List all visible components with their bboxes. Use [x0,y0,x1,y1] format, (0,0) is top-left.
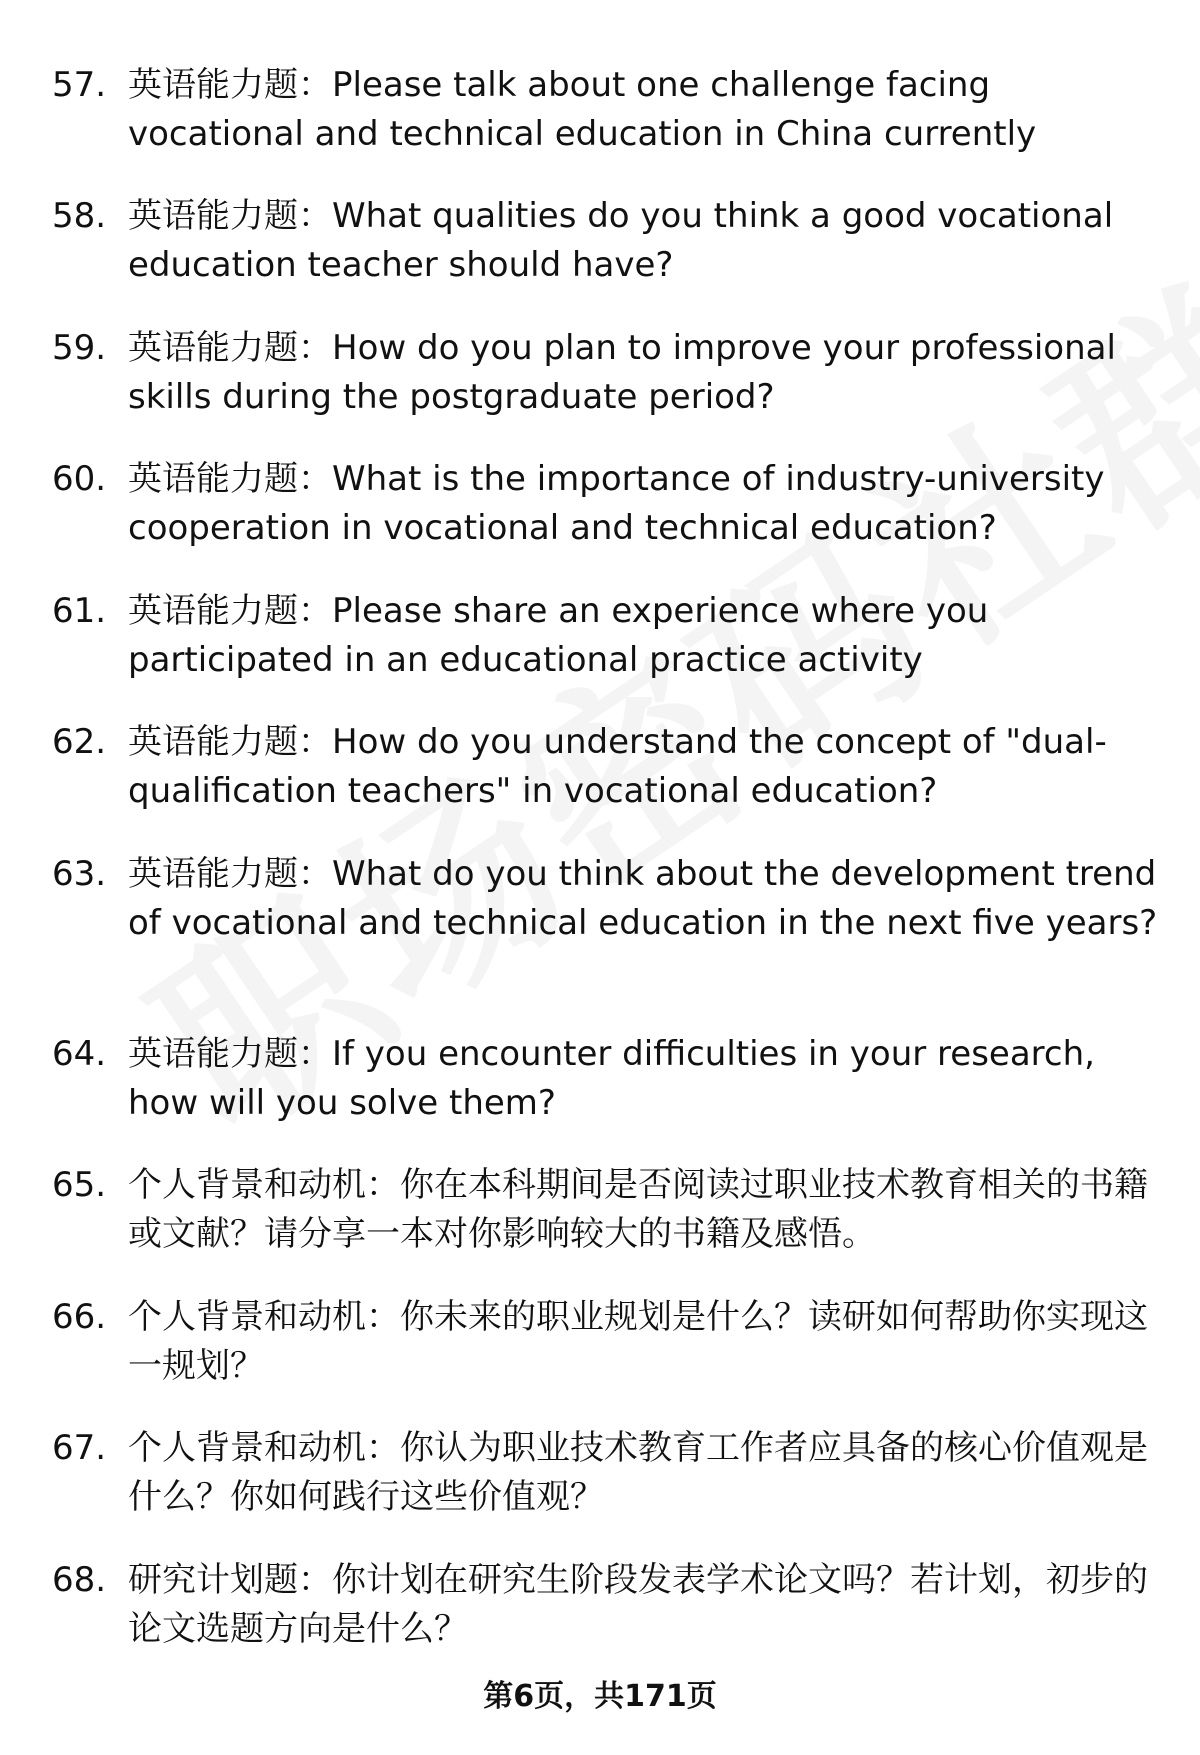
question-number: 58. [52,196,107,236]
question-number: 67. [52,1428,107,1468]
question-number: 68. [52,1560,107,1600]
question-text: 英语能力题：What qualities do you think a good vocational education teacher should have? [128,196,1114,285]
question-number: 60. [52,459,107,499]
question-number: 61. [52,591,107,631]
question-text: 研究计划题：你计划在研究生阶段发表学术论文吗？若计划，初步的论文选题方向是什么？ [128,1560,1148,1649]
question-text: 英语能力题：Please talk about one challenge facing vocational and technical education in China currently [128,65,1037,154]
question-text: 英语能力题：If you encounter difficulties in your research, how will you solve them? [128,1034,1095,1123]
question-number: 57. [52,65,107,105]
question-number: 62. [52,722,107,762]
question-number: 66. [52,1297,107,1337]
question-text: 英语能力题：What is the importance of industry-university cooperation in vocational and technical education? [128,459,1105,548]
question-text: 英语能力题：How do you plan to improve your professional skills during the postgraduate period? [128,328,1116,417]
question-text: 个人背景和动机：你在本科期间是否阅读过职业技术教育相关的书籍或文献？请分享一本对你影响较大的书籍及感悟。 [128,1165,1148,1254]
page-footer: 第6页，共171页 [483,1679,717,1714]
question-text: 英语能力题：Please share an experience where you participated in an educational practice activity [128,591,989,680]
question-text: 个人背景和动机：你认为职业技术教育工作者应具备的核心价值观是什么？你如何践行这些价值观？ [128,1428,1148,1517]
question-text: 英语能力题：How do you understand the concept of "dual-qualification teachers" in vocational education? [128,722,1107,811]
question-text: 英语能力题：What do you think about the development trend of vocational and technical education in the next five years? [128,854,1158,943]
question-number: 59. [52,328,107,368]
question-text: 个人背景和动机：你未来的职业规划是什么？读研如何帮助你实现这一规划？ [128,1297,1148,1386]
question-number: 64. [52,1034,107,1074]
question-number: 65. [52,1165,107,1205]
question-number: 63. [52,854,107,894]
